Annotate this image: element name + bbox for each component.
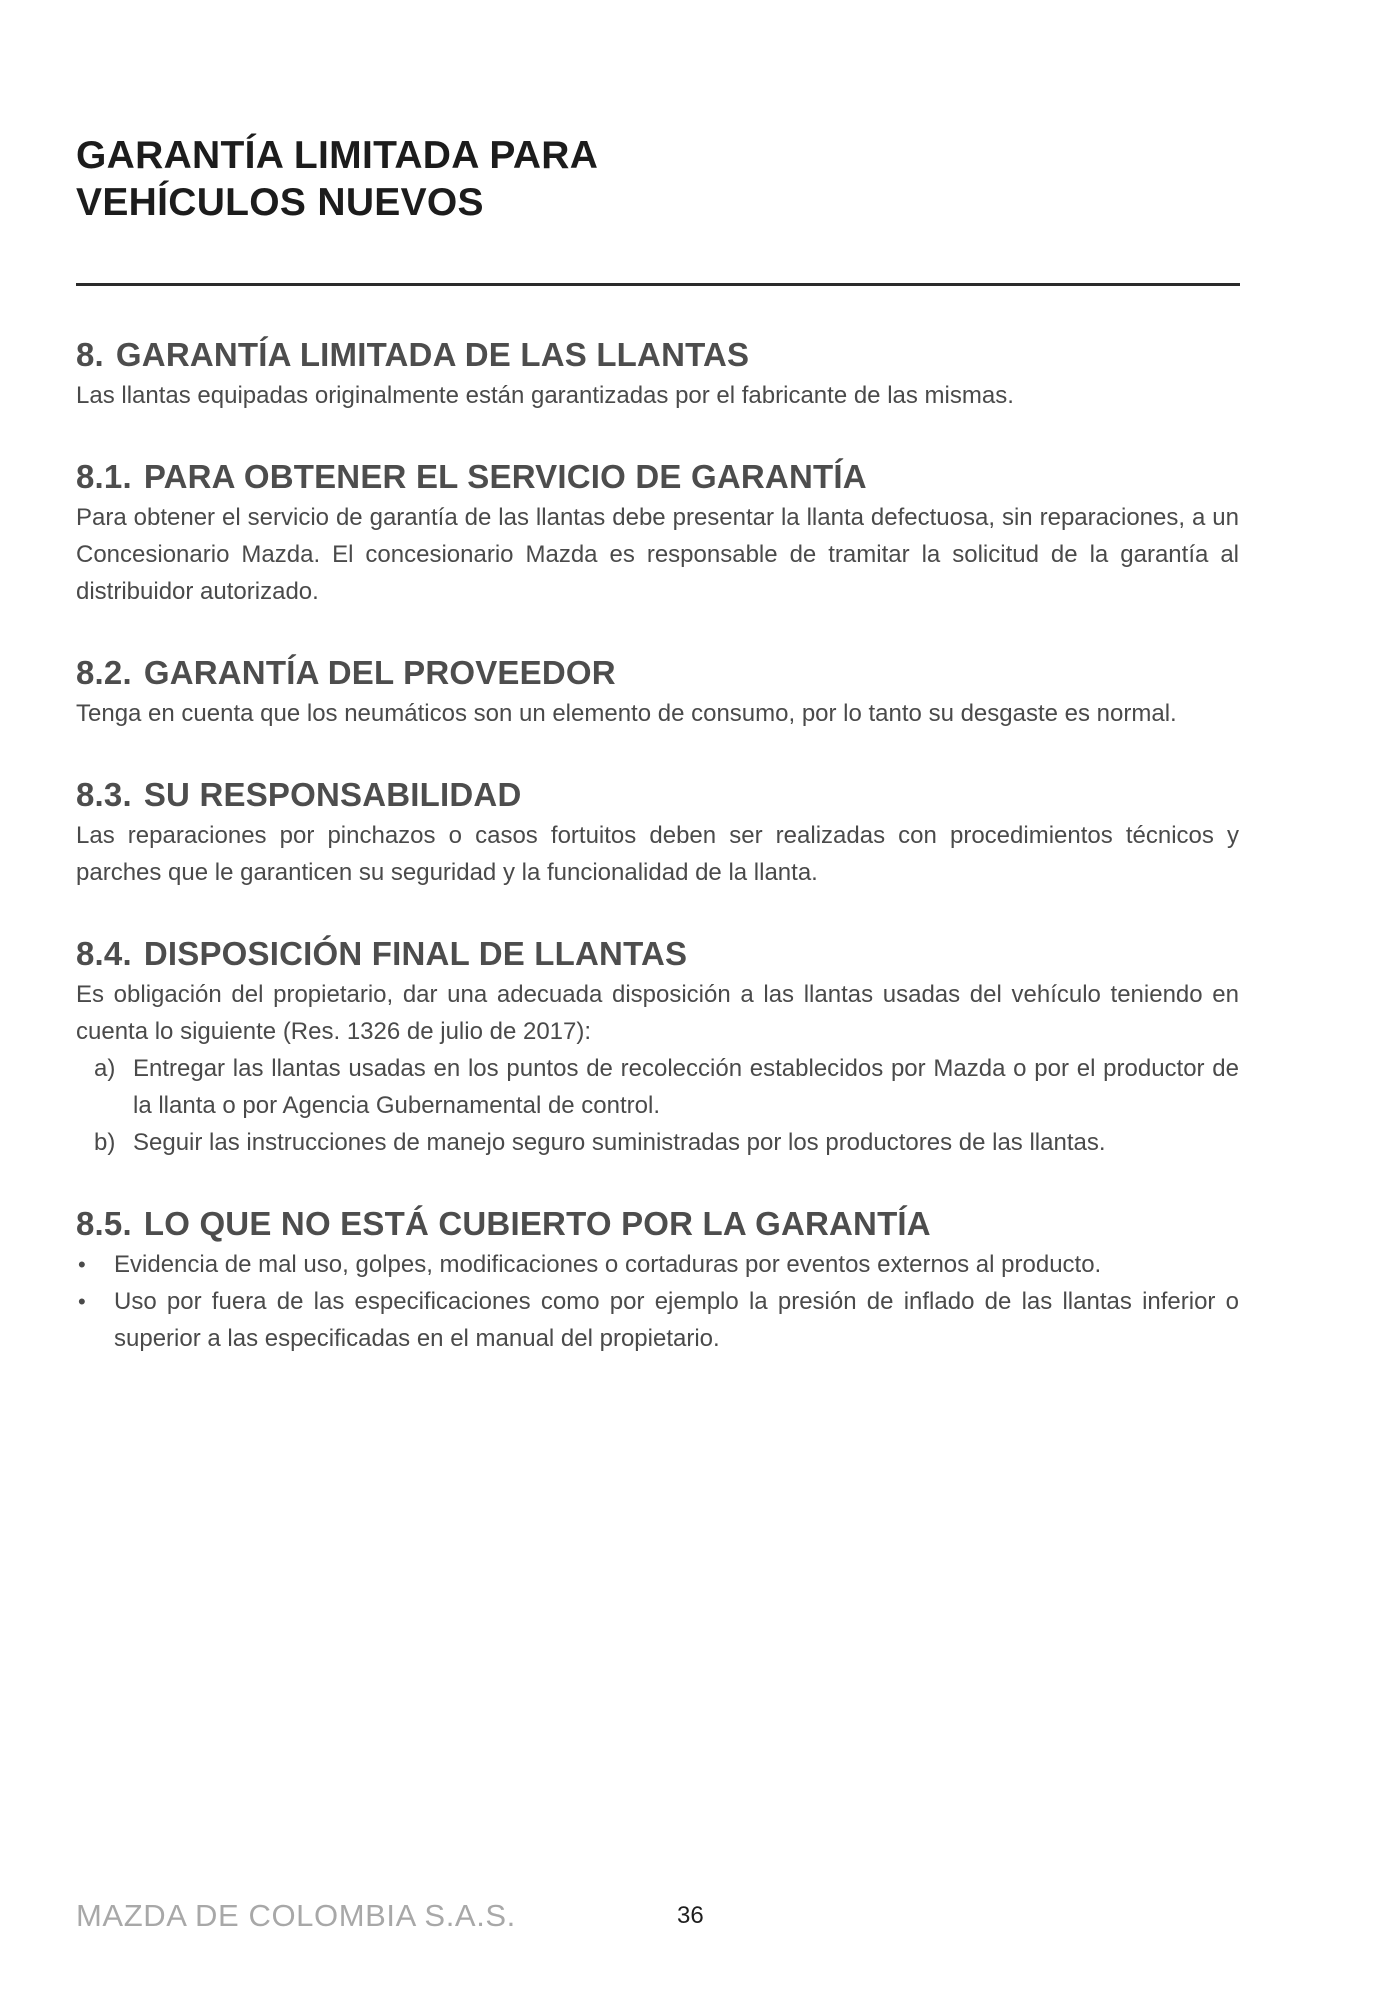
section-number: 8.5. — [76, 1205, 132, 1242]
section-paragraph: Las llantas equipadas originalmente están garantizadas por el fabricante de las mismas. — [76, 382, 1014, 409]
document-body — [76, 333, 1239, 1398]
section-heading — [76, 1202, 1239, 1246]
page-title-line-2: VEHÍCULOS NUEVOS — [76, 181, 484, 224]
list-item-text: Uso por fuera de las especificaciones como por ejemplo la presión de inflado de las llantas inferior o superior a las especificadas en el manual del propietario. — [114, 1288, 1239, 1352]
section-heading — [76, 651, 1239, 695]
list-item — [76, 1246, 1239, 1283]
bullet-icon: • — [78, 1252, 86, 1277]
section-8-2 — [76, 651, 1239, 732]
section-heading — [76, 333, 1239, 377]
section-number: 8.3. — [76, 776, 132, 813]
section-heading — [76, 773, 1239, 817]
section-8 — [76, 333, 1239, 414]
title-divider — [76, 283, 1240, 286]
section-number: 8. — [76, 336, 104, 373]
footer-brand: MAZDA DE COLOMBIA S.A.S. — [76, 1898, 516, 1933]
page-title — [76, 132, 598, 226]
section-8-1 — [76, 455, 1239, 610]
page-title-line-1: GARANTÍA LIMITADA PARA — [76, 134, 599, 177]
section-title: SU RESPONSABILIDAD — [143, 776, 522, 813]
section-8-3 — [76, 773, 1239, 891]
section-number: 8.2. — [76, 654, 132, 691]
list-item-text: Evidencia de mal uso, golpes, modificaciones o cortaduras por eventos externos al producto. — [114, 1251, 1102, 1278]
section-heading — [76, 932, 1239, 976]
list-item-text: Seguir las instrucciones de manejo seguro suministradas por los productores de las llantas. — [133, 1129, 1106, 1156]
lettered-list — [76, 1050, 1239, 1161]
list-item — [76, 1124, 1239, 1161]
section-title: GARANTÍA LIMITADA DE LAS LLANTAS — [115, 336, 750, 373]
section-title: GARANTÍA DEL PROVEEDOR — [143, 654, 616, 691]
page-number: 36 — [677, 1902, 704, 1929]
list-marker: a) — [94, 1055, 116, 1082]
section-8-4 — [76, 932, 1239, 1161]
list-item-text: Entregar las llantas usadas en los puntos de recolección establecidos por Mazda o por el productor de la llanta o por Agencia Gubernamental de control. — [133, 1055, 1239, 1119]
section-paragraph: Tenga en cuenta que los neumáticos son un elemento de consumo, por lo tanto su desgaste es normal. — [76, 700, 1177, 727]
section-8-5 — [76, 1202, 1239, 1357]
list-item — [76, 1283, 1239, 1357]
section-paragraph: Es obligación del propietario, dar una adecuada disposición a las llantas usadas del vehículo teniendo en cuenta lo siguiente (Res. 1326 de julio de 2017): — [76, 981, 1239, 1045]
section-number: 8.4. — [76, 935, 132, 972]
section-title: PARA OBTENER EL SERVICIO DE GARANTÍA — [143, 458, 867, 495]
section-paragraph: Las reparaciones por pinchazos o casos fortuitos deben ser realizadas con procedimientos técnicos y parches que le garanticen su seguridad y la funcionalidad de la llanta. — [76, 822, 1239, 886]
bullet-icon: • — [78, 1289, 86, 1314]
list-item — [76, 1050, 1239, 1124]
section-heading — [76, 455, 1239, 499]
section-paragraph: Para obtener el servicio de garantía de las llantas debe presentar la llanta defectuosa, sin reparaciones, a un Concesionario Mazda. El concesionario Mazda es responsable de tramitar la solicitud de la garantía al distribuidor autorizado. — [76, 504, 1239, 605]
section-title: DISPOSICIÓN FINAL DE LLANTAS — [143, 935, 688, 972]
list-marker: b) — [94, 1129, 116, 1156]
section-title: LO QUE NO ESTÁ CUBIERTO POR LA GARANTÍA — [143, 1205, 931, 1242]
bullet-list — [76, 1246, 1239, 1357]
section-number: 8.1. — [76, 458, 132, 495]
